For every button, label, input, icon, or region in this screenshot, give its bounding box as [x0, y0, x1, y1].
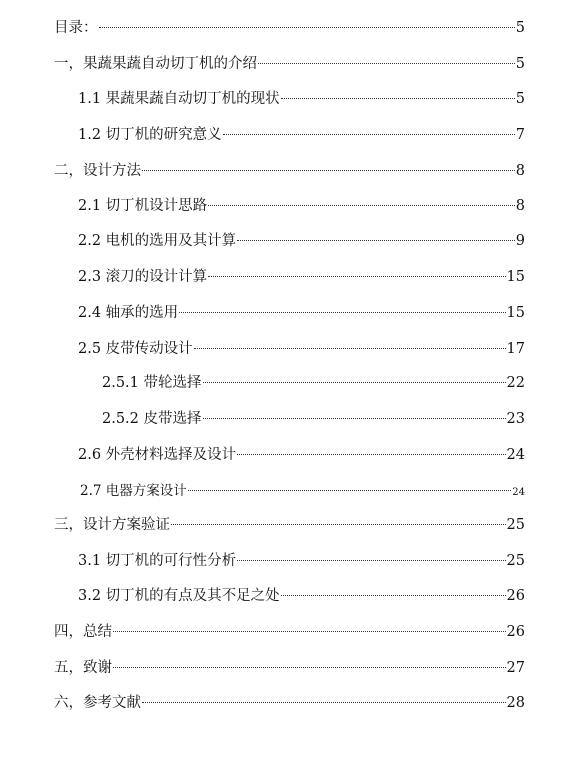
toc-entry-section-3-2[interactable] [78, 587, 525, 605]
toc-entry-page: 7 [515, 127, 525, 143]
toc-entry-page: 27 [506, 660, 525, 676]
toc-entry-page: 8 [515, 163, 525, 179]
dot-leader [99, 27, 515, 28]
toc-entry-page: 17 [506, 341, 525, 357]
dot-leader [258, 63, 515, 64]
toc-entry-section-2-5-2[interactable] [102, 410, 525, 428]
toc-entry-page: 24 [512, 487, 525, 498]
toc-entry-page: 26 [506, 588, 525, 604]
toc-entry-title: 2.5.2 皮带选择 [102, 411, 202, 427]
toc-entry-title: 目录： [54, 20, 98, 36]
toc-entry-title: 2.6 外壳材料选择及设计 [78, 447, 237, 463]
toc-entry-title: 三，设计方案验证 [54, 517, 170, 533]
toc-entry-title: 五，致谢 [54, 660, 112, 676]
toc-entry-title: 2.3 滚刀的设计计算 [78, 269, 208, 285]
dot-leader [281, 98, 515, 99]
dot-leader [208, 276, 505, 277]
dot-leader [113, 631, 506, 632]
toc-entry-page: 15 [506, 269, 525, 285]
dot-leader [223, 134, 515, 135]
toc-entry-section-3-1[interactable] [78, 552, 525, 570]
toc-entry-chapter-6[interactable] [54, 694, 525, 712]
dot-leader [237, 240, 515, 241]
toc-entry-contents-heading[interactable] [54, 19, 525, 37]
toc-entry-title: 六，参考文献 [54, 695, 141, 711]
toc-entry-page: 5 [515, 56, 525, 72]
toc-entry-title: 2.5 皮带传动设计 [78, 341, 193, 357]
toc-entry-chapter-3[interactable] [54, 516, 525, 534]
toc-entry-page: 5 [515, 91, 525, 107]
toc-entry-page: 15 [506, 305, 525, 321]
toc-entry-section-2-6[interactable] [78, 446, 525, 464]
toc-entry-title: 一，果蔬果蔬自动切丁机的介绍 [54, 56, 257, 72]
toc-entry-chapter-1[interactable] [54, 55, 525, 73]
toc-entry-title: 二，设计方法 [54, 163, 141, 179]
toc-entry-section-2-1[interactable] [78, 197, 525, 215]
dot-leader [188, 490, 512, 491]
toc-entry-title: 1.2 切丁机的研究意义 [78, 127, 222, 143]
toc-entry-title: 3.1 切丁机的可行性分析 [78, 553, 237, 569]
toc-entry-page: 25 [506, 553, 525, 569]
toc-entry-section-2-7[interactable] [80, 482, 525, 502]
toc-entry-page: 25 [506, 517, 525, 533]
toc-entry-section-1-1[interactable] [78, 90, 525, 108]
dot-leader [237, 454, 505, 455]
toc-entry-page: 8 [515, 198, 525, 214]
toc-entry-chapter-4[interactable] [54, 623, 525, 641]
toc-entry-page: 5 [515, 20, 525, 36]
toc-entry-title: 四，总结 [54, 624, 112, 640]
dot-leader [171, 524, 506, 525]
toc-entry-page: 9 [515, 233, 525, 249]
toc-entry-title: 2.4 轴承的选用 [78, 305, 179, 321]
toc-entry-page: 24 [506, 447, 525, 463]
toc-entry-title: 2.1 切丁机设计思路 [78, 198, 208, 214]
toc-entry-page: 26 [506, 624, 525, 640]
dot-leader [113, 667, 506, 668]
dot-leader [237, 560, 505, 561]
toc-entry-section-2-3[interactable] [78, 268, 525, 286]
toc-entry-title: 2.5.1 带轮选择 [102, 375, 202, 391]
toc-entry-section-2-4[interactable] [78, 304, 525, 322]
toc-entry-page: 28 [506, 695, 525, 711]
dot-leader [142, 170, 515, 171]
toc-entry-section-1-2[interactable] [78, 126, 525, 144]
dot-leader [194, 348, 506, 349]
toc-entry-section-2-2[interactable] [78, 232, 525, 250]
toc-entry-title: 3.2 切丁机的有点及其不足之处 [78, 588, 280, 604]
toc-entry-section-2-5[interactable] [78, 340, 525, 358]
dot-leader [208, 205, 515, 206]
toc-entry-title: 2.7 电器方案设计 [80, 483, 187, 499]
dot-leader [281, 595, 506, 596]
dot-leader [142, 702, 506, 703]
toc-entry-chapter-5[interactable] [54, 659, 525, 677]
toc-entry-chapter-2[interactable] [54, 162, 525, 180]
toc-entry-page: 23 [506, 411, 525, 427]
dot-leader [203, 418, 506, 419]
dot-leader [179, 312, 505, 313]
toc-entry-page: 22 [506, 375, 525, 391]
toc-entry-title: 2.2 电机的选用及其计算 [78, 233, 237, 249]
dot-leader [203, 382, 506, 383]
toc-entry-section-2-5-1[interactable] [102, 374, 525, 392]
toc-entry-title: 1.1 果蔬果蔬自动切丁机的现状 [78, 91, 280, 107]
